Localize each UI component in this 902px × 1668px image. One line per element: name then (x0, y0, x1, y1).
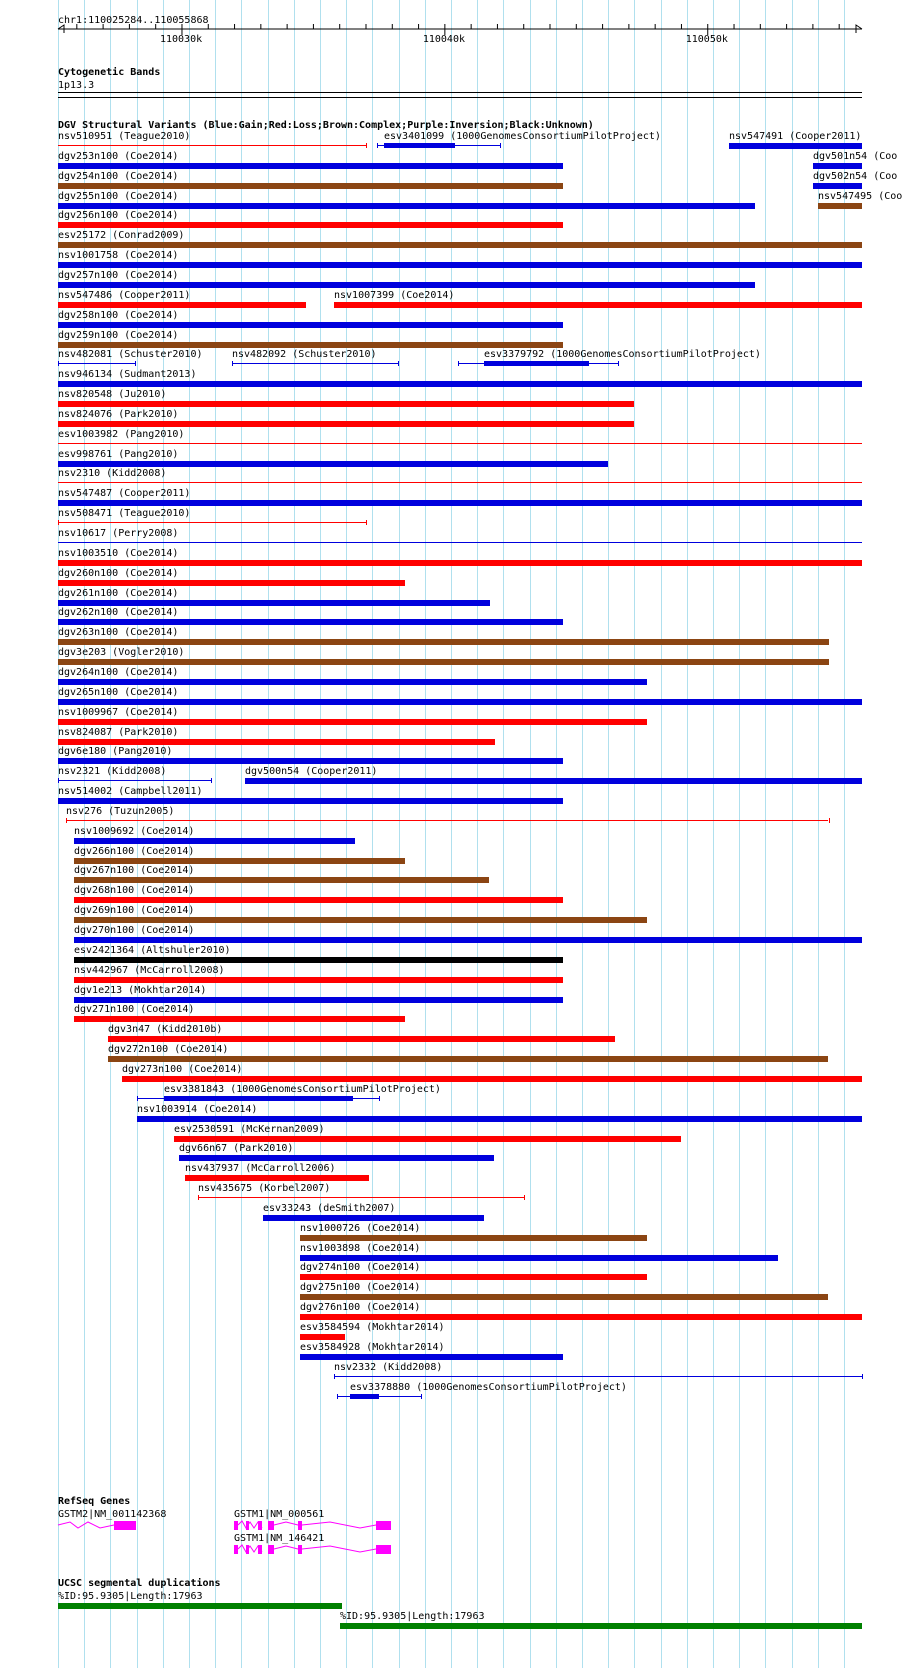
dgv-feature-label[interactable]: esv3378880 (1000GenomesConsortiumPilotProject) (350, 1382, 627, 1393)
dgv-feature-bar[interactable] (58, 242, 862, 248)
segdup-label-2[interactable]: %ID:95.9305|Length:17963 (340, 1611, 485, 1622)
segdup-track-title: UCSC segmental duplications (58, 1578, 221, 1589)
dgv-feature-bar[interactable] (174, 1136, 681, 1142)
dgv-feature-bar[interactable] (500, 143, 501, 148)
dgv-feature-bar[interactable] (618, 361, 619, 366)
grid-line (451, 0, 452, 1668)
dgv-feature-bar[interactable] (58, 560, 862, 566)
dgv-feature-label[interactable]: nsv1007399 (Coe2014) (334, 290, 455, 301)
gene-model-gstm1-nm146421[interactable] (234, 1545, 391, 1554)
grid-line (608, 0, 609, 1668)
dgv-feature-bar[interactable] (108, 1036, 615, 1042)
dgv-feature-label[interactable]: dgv266n100 (Coe2014) (74, 846, 195, 857)
dgv-feature-bar[interactable] (58, 302, 306, 308)
grid-line (687, 0, 688, 1668)
dgv-feature-label[interactable]: esv2530591 (McKernan2009) (174, 1124, 325, 1135)
dgv-feature-label[interactable]: esv3584928 (Mokhtar2014) (300, 1342, 445, 1353)
dgv-feature-bar[interactable] (58, 183, 563, 189)
dgv-feature-bar[interactable] (384, 143, 455, 148)
grid-line (661, 0, 662, 1668)
dgv-feature-label[interactable]: dgv261n100 (Coe2014) (58, 588, 179, 599)
dgv-feature-bar[interactable] (137, 1116, 862, 1122)
dgv-feature-bar[interactable] (185, 1175, 369, 1181)
dgv-feature-label[interactable]: esv3584594 (Mokhtar2014) (300, 1322, 445, 1333)
grid-line (425, 0, 426, 1668)
dgv-feature-bar[interactable] (74, 977, 563, 983)
dgv-feature-bar[interactable] (818, 203, 862, 209)
dgv-feature-label[interactable]: dgv265n100 (Coe2014) (58, 687, 179, 698)
dgv-feature-label[interactable]: esv1003982 (Pang2010) (58, 429, 185, 440)
dgv-feature-label[interactable]: dgv66n67 (Park2010) (179, 1143, 294, 1154)
dgv-feature-bar[interactable] (421, 1394, 422, 1399)
dgv-feature-label[interactable]: dgv1e213 (Mokhtar2014) (74, 985, 207, 996)
gene-label-gstm1-nm146421[interactable]: GSTM1|NM_146421 (234, 1533, 325, 1544)
dgv-feature-label[interactable]: dgv262n100 (Coe2014) (58, 607, 179, 618)
cytoband-line-top (58, 92, 862, 93)
dgv-feature-bar[interactable] (66, 818, 67, 823)
dgv-feature-bar[interactable] (66, 820, 828, 821)
segdup-bar-1[interactable] (58, 1603, 342, 1609)
dgv-feature-label[interactable]: nsv437937 (McCarroll2006) (185, 1163, 336, 1174)
dgv-feature-bar[interactable] (334, 1376, 862, 1377)
dgv-feature-label[interactable]: dgv502n54 (Coo (813, 171, 898, 182)
dgv-feature-bar[interactable] (74, 917, 647, 923)
dgv-feature-bar[interactable] (135, 361, 136, 366)
dgv-feature-bar[interactable] (334, 1374, 335, 1379)
grid-line (346, 0, 347, 1668)
grid-line (582, 0, 583, 1668)
dgv-feature-label[interactable]: dgv269n100 (Coe2014) (74, 905, 195, 916)
gene-model-gstm1-nm000561[interactable] (234, 1521, 391, 1530)
dgv-feature-bar[interactable] (232, 361, 233, 366)
dgv-feature-label[interactable]: esv25172 (Conrad2009) (58, 230, 185, 241)
dgv-feature-label[interactable]: nsv2332 (Kidd2008) (334, 1362, 443, 1373)
dgv-feature-bar[interactable] (829, 818, 830, 823)
grid-line (818, 0, 819, 1668)
dgv-feature-bar[interactable] (377, 143, 378, 148)
dgv-feature-bar[interactable] (198, 1195, 199, 1200)
dgv-feature-label[interactable]: nsv276 (Tuzun2005) (66, 806, 175, 817)
dgv-feature-label[interactable]: dgv6e180 (Pang2010) (58, 746, 173, 757)
dgv-feature-label[interactable]: dgv500n54 (Cooper2011) (245, 766, 378, 777)
grid-line (530, 0, 531, 1668)
dgv-feature-bar[interactable] (58, 381, 862, 387)
dgv-feature-bar[interactable] (458, 361, 459, 366)
dgv-feature-label[interactable]: nsv2310 (Kidd2008) (58, 468, 167, 479)
grid-line (320, 0, 321, 1668)
grid-line (765, 0, 766, 1668)
cytoband-track-title: Cytogenetic Bands (58, 67, 161, 78)
dgv-feature-bar[interactable] (58, 600, 490, 606)
dgv-feature-label[interactable]: dgv274n100 (Coe2014) (300, 1262, 421, 1273)
dgv-feature-label[interactable]: dgv253n100 (Coe2014) (58, 151, 179, 162)
dgv-feature-label[interactable]: dgv255n100 (Coe2014) (58, 191, 179, 202)
dgv-feature-bar[interactable] (58, 659, 829, 665)
dgv-feature-bar[interactable] (366, 520, 367, 525)
dgv-feature-label[interactable]: esv3379792 (1000GenomesConsortiumPilotProject) (484, 349, 761, 360)
dgv-feature-bar[interactable] (122, 1076, 862, 1082)
dgv-feature-bar[interactable] (58, 719, 647, 725)
dgv-feature-bar[interactable] (58, 363, 135, 364)
dgv-feature-bar[interactable] (58, 262, 862, 268)
ruler-tick-label: 110040k (422, 34, 465, 45)
dgv-feature-bar[interactable] (74, 957, 563, 963)
dgv-feature-bar[interactable] (211, 778, 212, 783)
dgv-feature-label[interactable]: nsv824076 (Park2010) (58, 409, 179, 420)
refseq-track-title: RefSeq Genes (58, 1496, 131, 1507)
dgv-feature-bar[interactable] (300, 1314, 862, 1320)
dgv-feature-bar[interactable] (300, 1354, 563, 1360)
dgv-feature-label[interactable]: dgv257n100 (Coe2014) (58, 270, 179, 281)
grid-line (477, 0, 478, 1668)
dgv-feature-label[interactable]: esv2421364 (Altshuler2010) (74, 945, 231, 956)
dgv-feature-bar[interactable] (58, 699, 862, 705)
dgv-feature-bar[interactable] (263, 1215, 484, 1221)
dgv-track-title: DGV Structural Variants (Blue:Gain;Red:Loss;Brown:Complex;Purple:Inversion;Black:Unknown) (58, 120, 594, 131)
dgv-feature-bar[interactable] (484, 361, 589, 366)
dgv-feature-bar[interactable] (300, 1294, 828, 1300)
dgv-feature-label[interactable]: nsv2321 (Kidd2008) (58, 766, 167, 777)
dgv-feature-bar[interactable] (58, 342, 563, 348)
dgv-feature-bar[interactable] (334, 302, 862, 308)
dgv-feature-bar[interactable] (350, 1394, 379, 1399)
dgv-feature-label[interactable]: dgv271n100 (Coe2014) (74, 1004, 195, 1015)
grid-line (844, 0, 845, 1668)
grid-line (268, 0, 269, 1668)
dgv-feature-label[interactable]: nsv1009692 (Coe2014) (74, 826, 195, 837)
dgv-feature-bar[interactable] (137, 1096, 138, 1101)
dgv-feature-label[interactable]: dgv258n100 (Coe2014) (58, 310, 179, 321)
dgv-feature-bar[interactable] (398, 361, 399, 366)
dgv-feature-label[interactable]: esv3381843 (1000GenomesConsortiumPilotProject) (164, 1084, 441, 1095)
dgv-feature-bar[interactable] (813, 163, 862, 169)
dgv-feature-bar[interactable] (74, 838, 355, 844)
dgv-feature-label[interactable]: dgv264n100 (Coe2014) (58, 667, 179, 678)
refseq-gene-models (0, 1518, 890, 1558)
grid-line (556, 0, 557, 1668)
dgv-feature-label[interactable]: nsv1000726 (Coe2014) (300, 1223, 421, 1234)
dgv-feature-label[interactable]: dgv267n100 (Coe2014) (74, 865, 195, 876)
gene-label-gstm1-nm000561[interactable]: GSTM1|NM_000561 (234, 1509, 325, 1520)
grid-line (399, 0, 400, 1668)
dgv-feature-label[interactable]: dgv268n100 (Coe2014) (74, 885, 195, 896)
dgv-feature-bar[interactable] (58, 222, 563, 228)
dgv-feature-bar[interactable] (58, 758, 563, 764)
dgv-feature-bar[interactable] (58, 282, 755, 288)
dgv-feature-bar[interactable] (74, 858, 405, 864)
dgv-feature-label[interactable]: nsv10617 (Perry2008) (58, 528, 179, 539)
dgv-feature-label[interactable]: nsv510951 (Teague2010) (58, 131, 191, 142)
dgv-feature-bar[interactable] (108, 1056, 828, 1062)
dgv-feature-bar[interactable] (245, 778, 862, 784)
dgv-feature-label[interactable]: nsv946134 (Sudmant2013) (58, 369, 197, 380)
grid-line (739, 0, 740, 1668)
ruler-position-label: chr1:110025284..110055868 (58, 15, 209, 26)
dgv-feature-bar[interactable] (58, 639, 829, 645)
dgv-feature-label[interactable]: nsv1009967 (Coe2014) (58, 707, 179, 718)
grid-line (372, 0, 373, 1668)
dgv-feature-bar[interactable] (366, 143, 367, 148)
dgv-feature-bar[interactable] (58, 520, 59, 525)
dgv-feature-bar[interactable] (729, 143, 862, 149)
dgv-feature-bar[interactable] (58, 778, 59, 783)
dgv-feature-bar[interactable] (58, 780, 211, 781)
dgv-feature-label[interactable]: nsv1003510 (Coe2014) (58, 548, 179, 559)
dgv-feature-label[interactable]: dgv3e203 (Vogler2010) (58, 647, 185, 658)
dgv-feature-label[interactable]: nsv508471 (Teague2010) (58, 508, 191, 519)
dgv-feature-label[interactable]: nsv442967 (McCarroll2008) (74, 965, 225, 976)
dgv-feature-label[interactable]: dgv259n100 (Coe2014) (58, 330, 179, 341)
segdup-bar-2[interactable] (340, 1623, 862, 1629)
dgv-feature-bar[interactable] (813, 183, 862, 189)
dgv-feature-bar[interactable] (300, 1274, 647, 1280)
dgv-feature-bar[interactable] (58, 461, 608, 467)
dgv-feature-bar[interactable] (300, 1255, 778, 1261)
dgv-feature-bar[interactable] (524, 1195, 525, 1200)
dgv-feature-bar[interactable] (58, 798, 563, 804)
dgv-feature-bar[interactable] (58, 421, 634, 427)
dgv-feature-label[interactable]: nsv820548 (Ju2010) (58, 389, 167, 400)
dgv-feature-bar[interactable] (74, 877, 489, 883)
grid-line (241, 0, 242, 1668)
dgv-feature-label[interactable]: dgv256n100 (Coe2014) (58, 210, 179, 221)
dgv-feature-label[interactable]: dgv275n100 (Coe2014) (300, 1282, 421, 1293)
grid-line (792, 0, 793, 1668)
dgv-feature-bar[interactable] (58, 679, 647, 685)
dgv-feature-label[interactable]: esv33243 (deSmith2007) (263, 1203, 396, 1214)
grid-line (294, 0, 295, 1668)
dgv-feature-bar[interactable] (58, 542, 862, 543)
dgv-feature-label[interactable]: dgv3n47 (Kidd2010b) (108, 1024, 223, 1035)
dgv-feature-bar[interactable] (58, 619, 563, 625)
dgv-feature-bar[interactable] (58, 580, 405, 586)
dgv-feature-label[interactable]: nsv482092 (Schuster2010) (232, 349, 377, 360)
dgv-feature-label[interactable]: nsv1003898 (Coe2014) (300, 1243, 421, 1254)
dgv-feature-bar[interactable] (74, 937, 862, 943)
segdup-label-1[interactable]: %ID:95.9305|Length:17963 (58, 1591, 203, 1602)
dgv-feature-bar[interactable] (58, 401, 634, 407)
cytoband-label: 1p13.3 (58, 80, 95, 91)
dgv-feature-label[interactable]: nsv547487 (Cooper2011) (58, 488, 191, 499)
dgv-feature-label[interactable]: nsv547486 (Cooper2011) (58, 290, 191, 301)
dgv-feature-bar[interactable] (862, 1374, 863, 1379)
dgv-feature-bar[interactable] (58, 322, 563, 328)
dgv-feature-bar[interactable] (300, 1235, 647, 1241)
dgv-feature-label[interactable]: dgv273n100 (Coe2014) (122, 1064, 243, 1075)
grid-line (713, 0, 714, 1668)
dgv-feature-bar[interactable] (58, 145, 366, 146)
dgv-feature-bar[interactable] (74, 997, 563, 1003)
gene-label-gstm2[interactable]: GSTM2|NM_001142368 (58, 1509, 167, 1520)
dgv-feature-bar[interactable] (232, 363, 398, 364)
dgv-feature-label[interactable]: nsv1001758 (Coe2014) (58, 250, 179, 261)
dgv-feature-label[interactable]: nsv514002 (Campbell2011) (58, 786, 203, 797)
dgv-feature-label[interactable]: nsv547491 (Cooper2011) (729, 131, 862, 142)
gene-model-gstm2[interactable] (58, 1521, 136, 1530)
dgv-feature-label[interactable]: nsv435675 (Korbel2007) (198, 1183, 331, 1194)
dgv-feature-label[interactable]: esv998761 (Pang2010) (58, 449, 179, 460)
dgv-feature-label[interactable]: nsv547495 (Coo (818, 191, 902, 202)
dgv-feature-bar[interactable] (179, 1155, 494, 1161)
dgv-feature-label[interactable]: nsv482081 (Schuster2010) (58, 349, 203, 360)
dgv-feature-bar[interactable] (337, 1394, 338, 1399)
dgv-feature-bar[interactable] (164, 1096, 353, 1101)
dgv-feature-bar[interactable] (74, 1016, 405, 1022)
dgv-feature-label[interactable]: nsv1003914 (Coe2014) (137, 1104, 258, 1115)
dgv-feature-label[interactable]: dgv276n100 (Coe2014) (300, 1302, 421, 1313)
dgv-feature-label[interactable]: dgv263n100 (Coe2014) (58, 627, 179, 638)
grid-line (215, 0, 216, 1668)
ruler-tick-label: 110050k (685, 34, 728, 45)
dgv-feature-bar[interactable] (58, 522, 366, 523)
dgv-feature-label[interactable]: dgv272n100 (Coe2014) (108, 1044, 229, 1055)
dgv-feature-label[interactable]: dgv270n100 (Coe2014) (74, 925, 195, 936)
dgv-feature-bar[interactable] (198, 1197, 524, 1198)
dgv-feature-label[interactable]: dgv254n100 (Coe2014) (58, 171, 179, 182)
dgv-feature-bar[interactable] (58, 500, 862, 506)
dgv-feature-bar[interactable] (300, 1334, 345, 1340)
cytoband-line-bottom (58, 97, 862, 98)
dgv-feature-bar[interactable] (379, 1096, 380, 1101)
grid-line (634, 0, 635, 1668)
dgv-feature-bar[interactable] (74, 897, 563, 903)
grid-line (503, 0, 504, 1668)
dgv-feature-bar[interactable] (58, 163, 563, 169)
dgv-feature-label[interactable]: dgv260n100 (Coe2014) (58, 568, 179, 579)
ruler-tick-label: 110030k (159, 34, 203, 45)
dgv-feature-label[interactable]: dgv501n54 (Coo (813, 151, 898, 162)
dgv-feature-label[interactable]: esv3401099 (1000GenomesConsortiumPilotProject) (384, 131, 661, 142)
dgv-feature-bar[interactable] (58, 361, 59, 366)
dgv-feature-label[interactable]: nsv824087 (Park2010) (58, 727, 179, 738)
dgv-feature-bar[interactable] (58, 443, 862, 444)
dgv-feature-bar[interactable] (58, 482, 862, 483)
dgv-feature-bar[interactable] (58, 739, 495, 745)
dgv-feature-bar[interactable] (58, 203, 755, 209)
